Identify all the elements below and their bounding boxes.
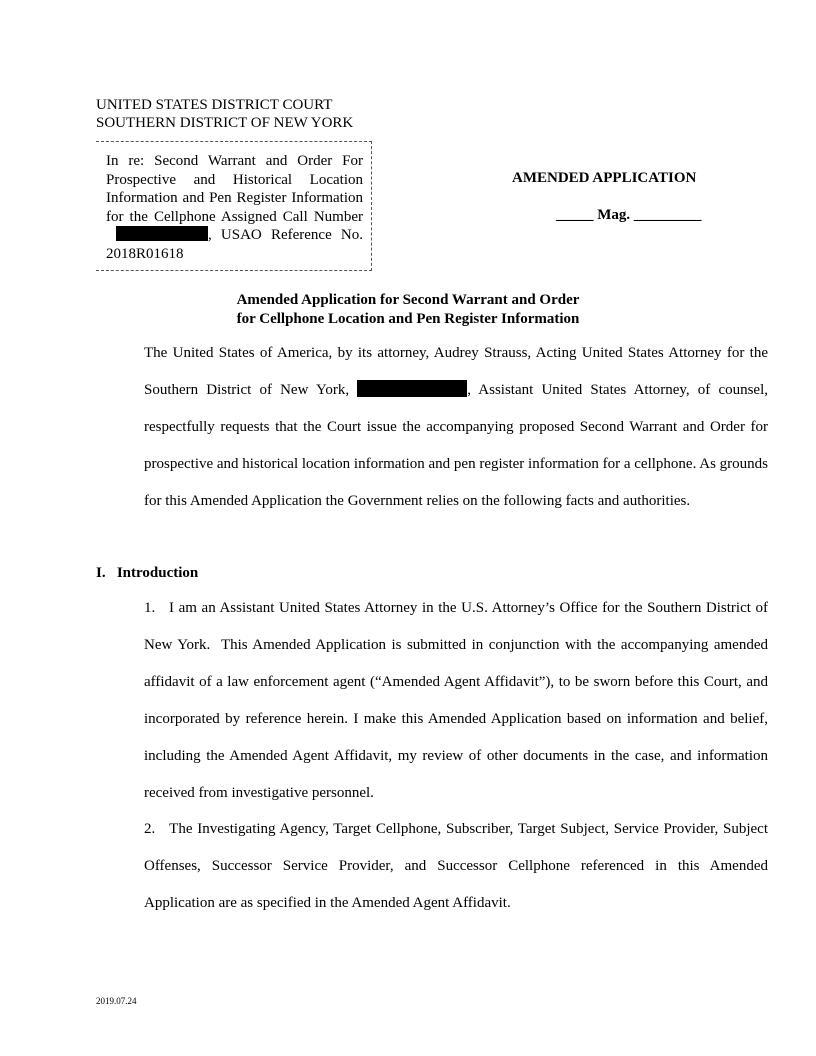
redaction-bar [116, 226, 208, 241]
application-heading [96, 291, 720, 328]
caption-text-start: In re: Second Warrant and Order For Prospective and Historical Location Information and Pen Register Information for the Cellphone Assigned Call Number [106, 153, 363, 225]
intro-paragraph [96, 335, 768, 520]
paragraph-1: 1. I am an Assistant United States Attorney in the U.S. Attorney’s Office for the Southern District of New York. This Amended Application is submitted in conjunction with the accompanying amended affidavit of a law enforcement agent (“Amended Agent Affidavit”), to be sworn before this Court, and incorporated by reference herein. I make this Amended Application based on information and belief, including the Amended Agent Affidavit, my review of other documents in the case, and information received from investigative personnel. [144, 600, 772, 801]
intro-text-end: , Assistant United States Attorney, of counsel, respectfully requests that the Court issue the accompanying proposed Second Warrant and Order for prospective and historical location information and pen register information for a cellphone. As grounds for this Amended Application the Government relies on the following facts and authorities. [144, 382, 769, 509]
intro-text-start: The United States of America, by its attorney, Audrey Strauss, Acting United States Attorney for the Southern District of New York, [144, 345, 768, 398]
heading-line2: for Cellphone Location and Pen Register Information [236, 310, 580, 327]
court-name-line1: UNITED STATES DISTRICT COURT [96, 97, 333, 113]
redaction-bar [357, 380, 467, 397]
case-caption [106, 152, 363, 264]
footer-code: 2019.07.24 [96, 996, 137, 1006]
court-name-line2: SOUTHERN DISTRICT OF NEW YORK [96, 115, 354, 131]
document-title: AMENDED APPLICATION [512, 170, 697, 186]
court-name [96, 96, 353, 132]
section-heading: I. Introduction [96, 565, 199, 581]
paragraph-2: 2. The Investigating Agency, Target Cellphone, Subscriber, Target Subject, Service Provider, Subject Offenses, Successor Service Provider, and Successor Cellphone referenced in this Amended Application are as specified in the Amended Agent Affidavit. [144, 821, 772, 911]
heading-line1: Amended Application for Second Warrant and Order [236, 292, 580, 308]
magistrate-number-line: _____ Mag. _________ [556, 207, 702, 223]
caption-text-end: , USAO Reference No. 2018R01618 [106, 227, 363, 262]
